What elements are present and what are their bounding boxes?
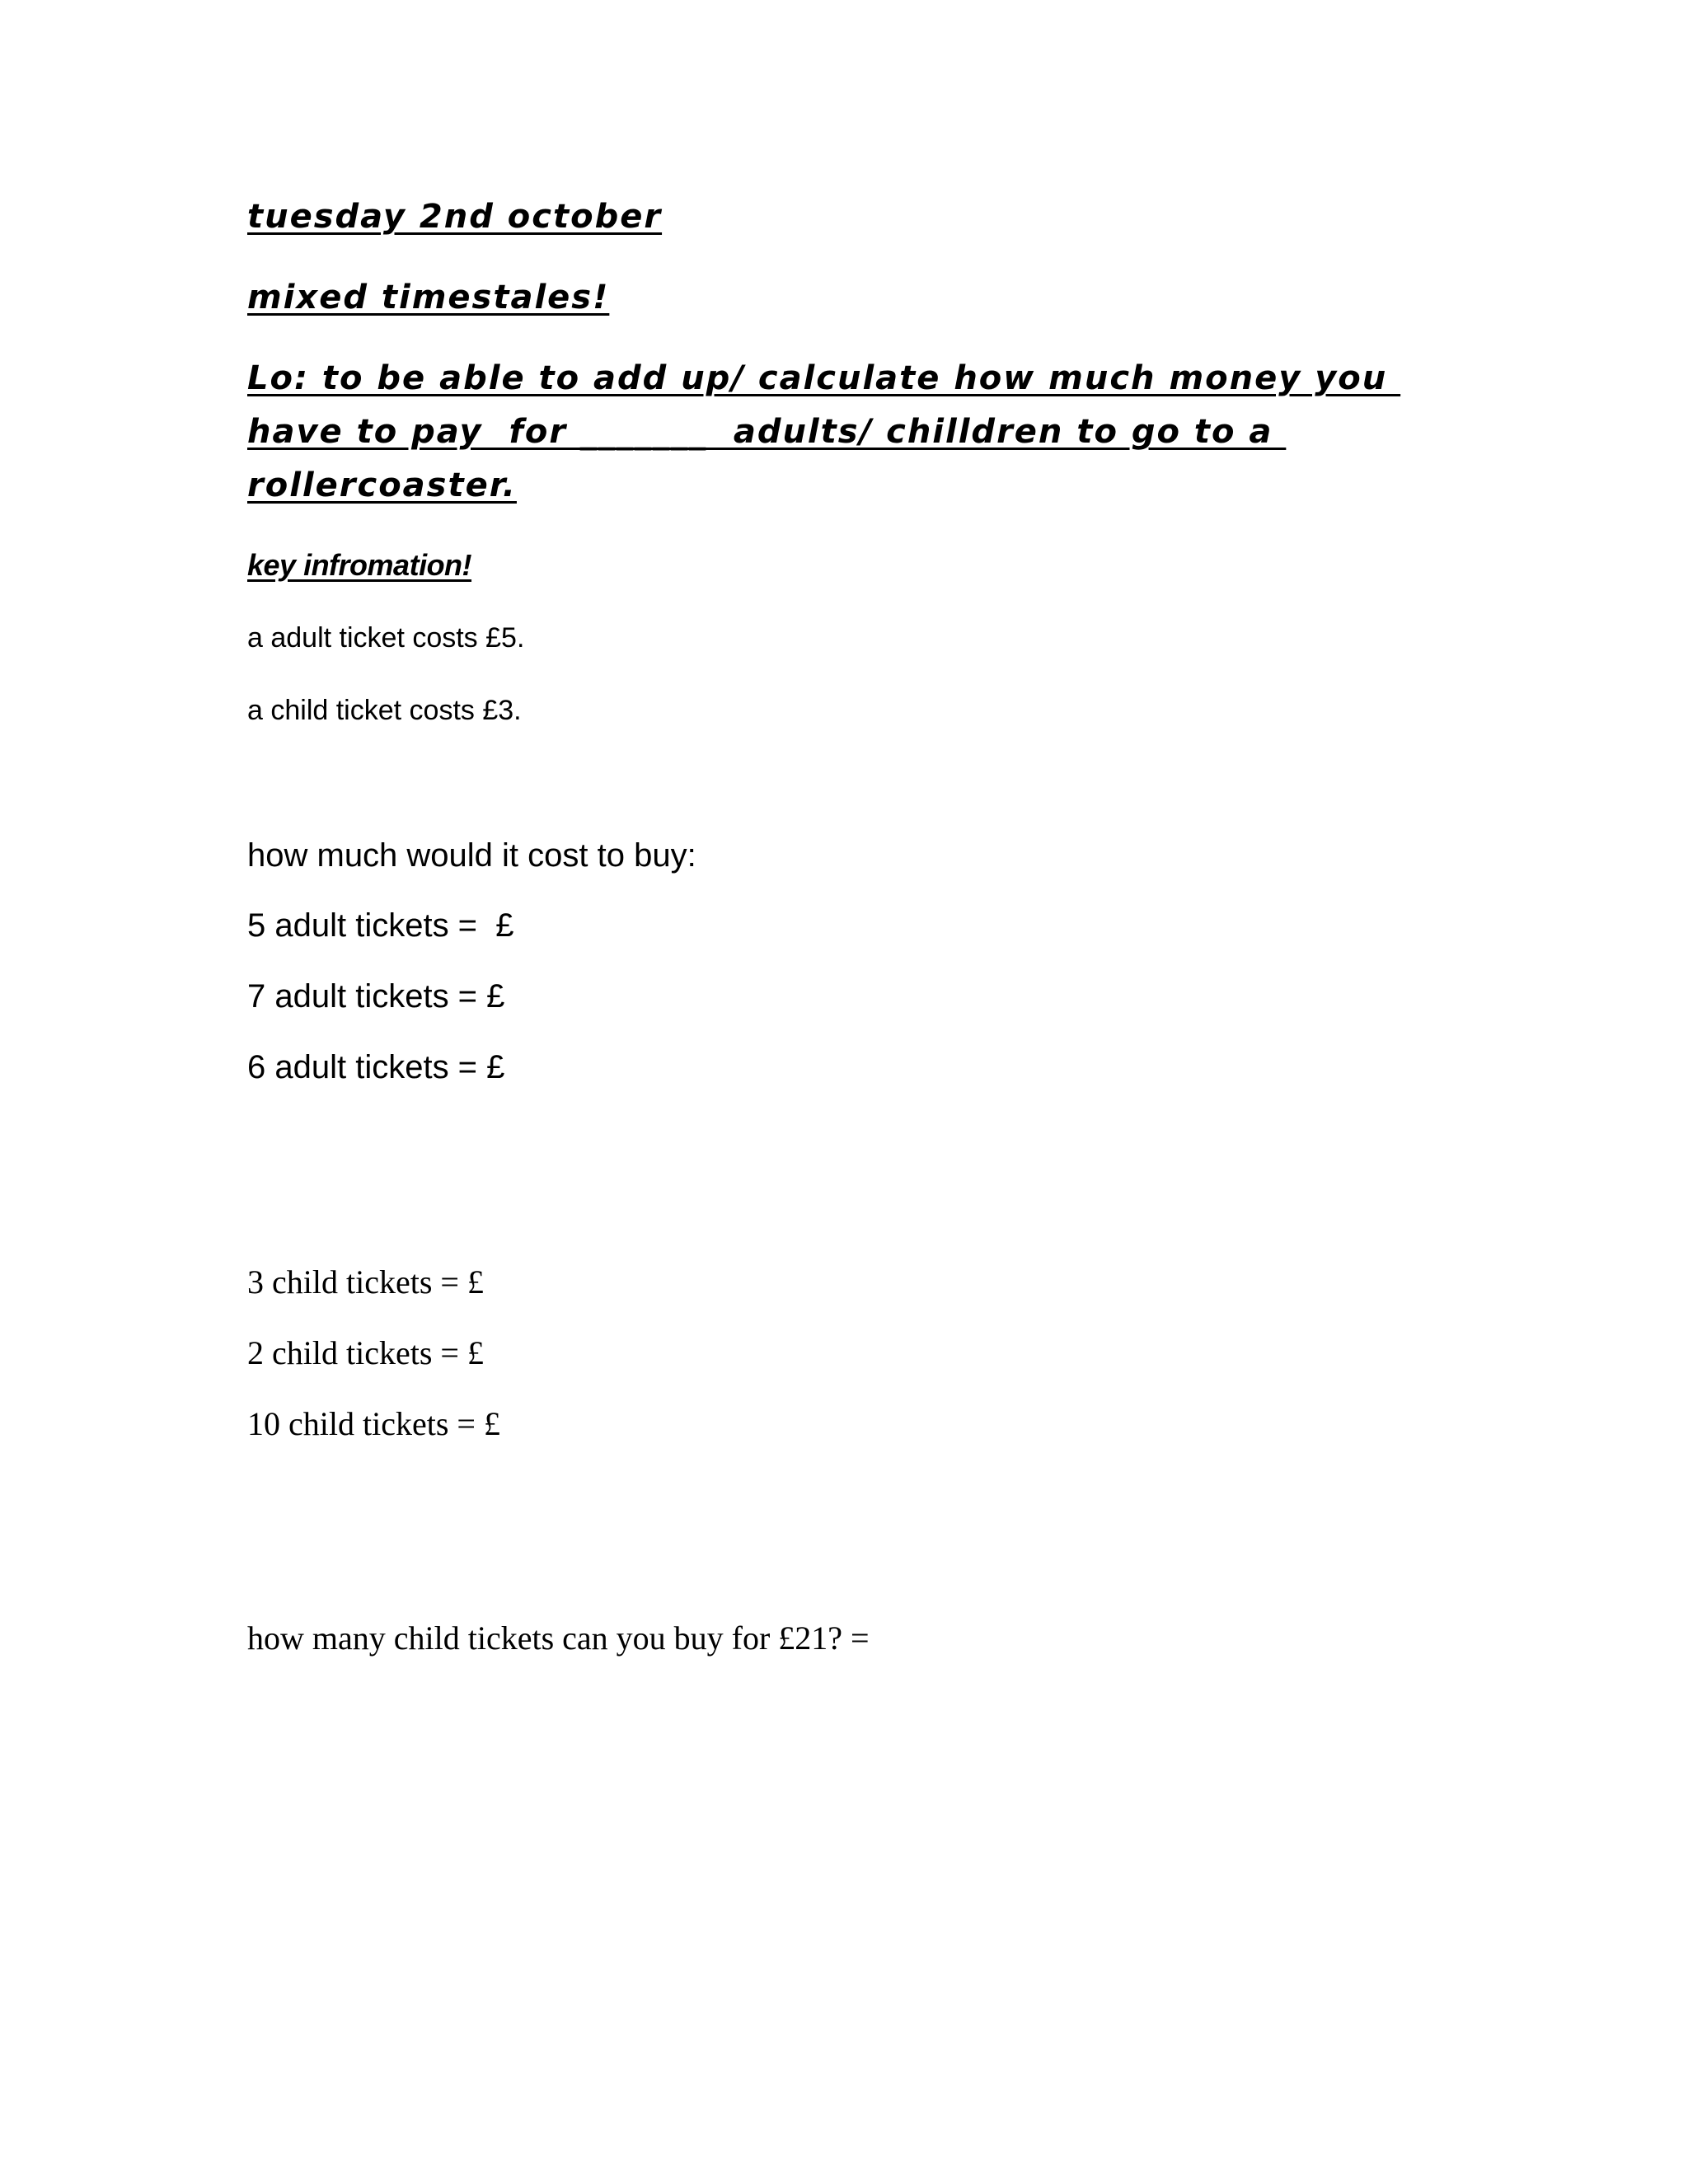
adult-question: 6 adult tickets = £: [247, 1049, 505, 1085]
child-question: 3 child tickets = £: [247, 1263, 484, 1301]
adult-question: 7 adult tickets = £: [247, 978, 505, 1015]
child-question: 2 child tickets = £: [247, 1334, 484, 1371]
adult-ticket-price: a adult ticket costs £5.: [247, 622, 525, 654]
date-heading: tuesday 2nd october: [247, 198, 663, 236]
learning-objective-line-3: rollercoaster.: [247, 466, 517, 504]
child-ticket-price: a child ticket costs £3.: [247, 695, 522, 726]
adult-question: 5 adult tickets = £: [247, 907, 514, 944]
learning-objective-line-1: Lo: to be able to add up/ calculate how much money you: [247, 359, 1401, 397]
page-title: mixed timestales!: [247, 279, 610, 316]
question-intro: how much would it cost to buy:: [247, 837, 696, 874]
key-information-heading: key infromation!: [247, 548, 472, 582]
child-question: 10 child tickets = £: [247, 1405, 500, 1442]
final-question: how many child tickets can you buy for £21? =: [247, 1619, 870, 1657]
learning-objective-line-2: have to pay for _______ adults/ chilldren to go to a: [247, 413, 1287, 451]
